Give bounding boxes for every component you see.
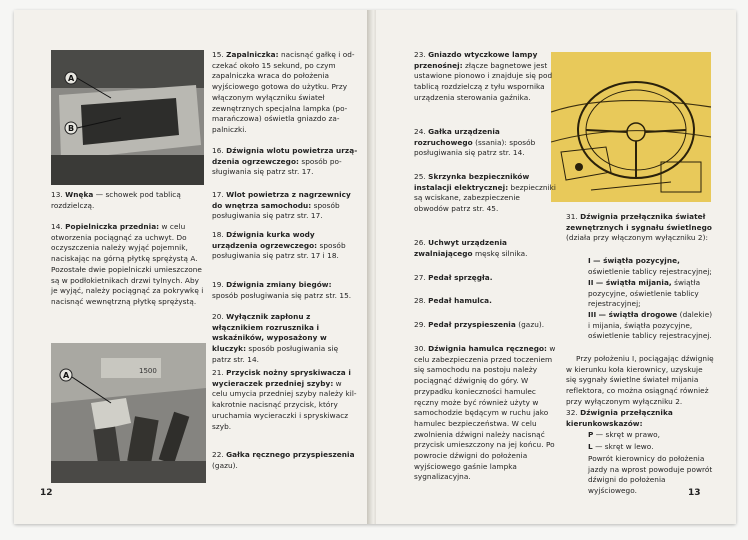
item-19: 19. Dźwignia zmiany biegów: sposób posługiwania się patrz str. 15. — [212, 280, 352, 300]
left-page — [14, 10, 371, 524]
item-32-right: P — skręt w prawo, — [588, 430, 661, 439]
photo-label-a2: A — [63, 371, 70, 380]
item-30: 30. Dźwignia hamulca ręcznego: w celu zabezpieczenia przed toczeniem się samochodu na postoju należy pociągnąć dźwignię do góry. W przypadku konieczności hamulec ręczny może być również użyty w samochodzie będącym w ruchu jako hamulec bezpieczeństwa. W celu zwolnienia dźwigni należy nacisnąć przycisk umieszczony na jej końcu. Po powrocie dźwigni do położenia wyjściowego gaśnie lampka sygnalizacyjna. — [414, 344, 556, 482]
item-26: 26. Uchwyt urządzenia zwalniającego męskę silnika. — [414, 238, 528, 258]
glovebox-ashtray-photo — [51, 50, 204, 185]
item-32-note: Powrót kierownicy do położenia jazdy na wprost powoduje powrót dźwigni do położenia wyjściowego. — [588, 454, 713, 496]
item-31: 31. Dźwignia przełącznika świateł zewnętrznych i sygnału świetlnego (działa przy włączonym wyłączniku 2): — [566, 212, 712, 243]
item-15: 15. Zapalniczka: nacisnąć gałkę i odczekać około 15 sekund, po czym zapalniczka wraca do położenia wyjściowego gotowa do użytku. Przy włączonym wyłączniku świateł zewnętrznych specjalna lampka (pomarańczowa) oświetla gniazdo zapalniczki. — [212, 50, 355, 134]
item-24: 24. Gałka urządzenia rozruchowego (ssania): sposób posługiwania się patrz str. 14. — [414, 127, 536, 158]
item-21: 21. Przycisk nożny spryskiwacza i wycieraczek przedniej szyby: w celu umycia przedniej szyby należy kilkakrotnie nacisnąć przycisk, który uruchamia wycieraczki i spryskiwacz szyb. — [212, 368, 357, 431]
right-page — [376, 10, 736, 524]
item-32-left: L — skręt w lewo. — [588, 442, 654, 451]
item-17: 17. Wlot powietrza z nagrzewnicy do wnętrza samochodu: sposób posługiwania się patrz str. 17. — [212, 190, 351, 221]
item-31-note: Przy położeniu I, pociągając dźwignię w kierunku koła kierownicy, uzyskuje się sygnały świetlne świateł mijania reflektora, co można osiągnąć również przy wyłączonym wyłączniku 2. — [566, 354, 714, 406]
item-31-position-ii: II — świątła mijania, świątła pozycyjne, oświetlenie tablicy rejestracyjnej; — [588, 278, 701, 309]
item-28: 28. Pedał hamulca. — [414, 296, 492, 305]
item-22: 22. Gałka ręcznego przyspieszenia (gazu). — [212, 450, 355, 470]
photo-label-a: A — [68, 74, 75, 83]
item-13: 13. Wnęka — schowek pod tablicą rozdzielczą. — [51, 190, 181, 210]
item-31-position-iii: III — świątła drogowe (dalekie) i mijania, świątła pozycyjne, oświetlenie tablicy rejestracyjnej. — [588, 310, 713, 341]
booklet-spread — [14, 10, 736, 524]
item-29: 29. Pedał przyspieszenia (gazu). — [414, 320, 545, 329]
page-number-left: 12 — [40, 488, 53, 498]
item-14: 14. Popielniczka przednia: w celu otworzenia pociągnąć za uchwyt. Do oczyszczenia należy wyjąć pojemnik, naciskając na górną płytkę sprężystą A. Pozostałe dwie popielniczki umieszczone są w podłokietnikach drzwi tylnych. Aby je wyjąć, należy pociągnąć za pokrywkę i nacisnąć wewnętrzną płytkę sprężystą. — [51, 222, 204, 306]
item-16: 16. Dźwignia wlotu powietrza urządzenia ogrzewczego: sposób posługiwania się patrz str. 17. — [212, 146, 358, 177]
item-18: 18. Dźwignia kurka wody urządzenia ogrzewczego: sposób posługiwania się patrz str. 17 i 18. — [212, 230, 346, 261]
pedals-photo — [51, 343, 206, 483]
item-20: 20. Wyłącznik zapłonu z włącznikiem rozrusznika i wskaźników, wyposażony w kluczyk: sposób posługiwania się patrz str. 14. — [212, 312, 339, 364]
photo-label-b: B — [68, 124, 75, 133]
photo-label-1500: 1500 — [139, 367, 157, 375]
steering-wheel-illustration — [551, 52, 711, 202]
page-number-right: 13 — [688, 488, 701, 498]
item-32: 32. Dźwignia przełącznika kierunkowskazów: — [566, 408, 673, 428]
item-25: 25. Skrzynka bezpieczników instalacji elektrycznej: bezpieczniki są wciskane, zabezpieczenie obwodów patrz str. 45. — [414, 172, 557, 214]
item-27: 27. Pedał sprzęgła. — [414, 273, 493, 282]
item-23: 23. Gniazdo wtyczkowe lampy przenośnej: złącze bagnetowe jest ustawione pionowo i znajduje się pod tablicą rozdzielczą z tyłu wspornika urządzenia sterowania gaźnika. — [414, 50, 553, 102]
item-31-position-i: I — świątła pozycyjne, oświetlenie tablicy rejestracyjnej; — [588, 256, 712, 276]
